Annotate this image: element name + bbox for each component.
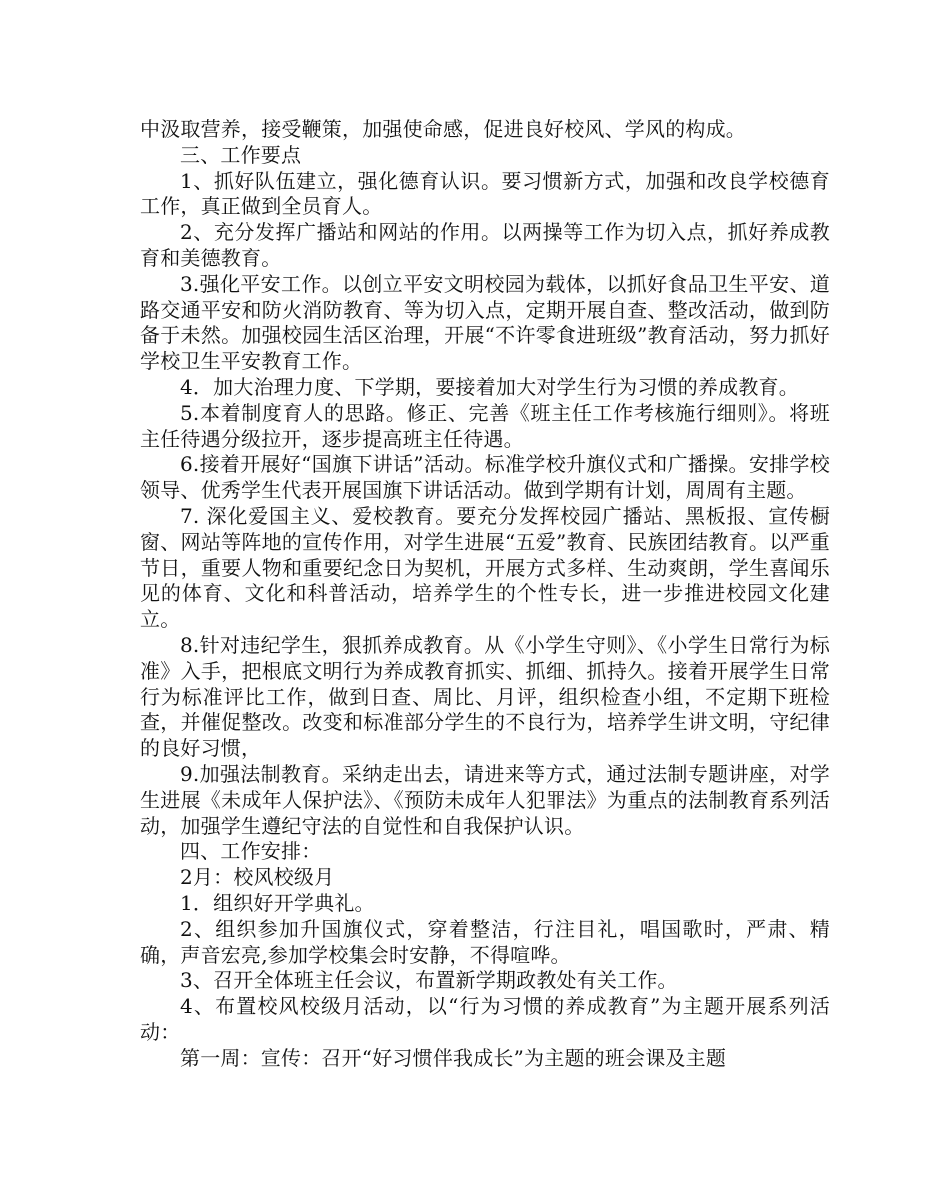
paragraph: 1、抓好队伍建立，强化德育认识。要习惯新方式，加强和改良学校德育工作，真正做到全员育人。 — [140, 168, 830, 219]
paragraph: 4、布置校风校级月活动，以“行为习惯的养成教育”为主题开展系列活动： — [140, 994, 830, 1044]
paragraph: 第一周：宣传：召开“好习惯伴我成长”为主题的班会课及主题 — [180, 1045, 727, 1070]
document-body — [140, 117, 830, 1071]
paragraph: 3.强化平安工作。以创立平安文明校园为载体，以抓好食品卫生平安、道路交通平安和防火消防教育、等为切入点，定期开展自查、整改活动，做到防备于未然。加强校园生活区治理，开展“不许零食进班级”教育活动，努力抓好学校卫生平安教育工作。 — [140, 271, 830, 374]
paragraph: 4．加大治理力度、下学期，要接着加大对学生行为习惯的养成教育。 — [180, 374, 799, 399]
section-heading-work-points: 三、工作要点 — [180, 142, 302, 167]
paragraph: 7. 深化爱国主义、爱校教育。要充分发挥校园广播站、黑板报、宣传橱窗、网站等阵地的宣传作用，对学生进展“五爱”教育、民族团结教育。以严重节日，重要人物和重要纪念日为契机，开展方式多样、生动爽朗，学生喜闻乐见的体育、文化和科普活动，培养学生的个性专长，进一步推进校园文化建立。 — [140, 503, 830, 632]
month-heading: 2月：校风校级月 — [180, 865, 335, 890]
paragraph: 2、充分发挥广播站和网站的作用。以两操等工作为切入点，抓好养成教育和美德教育。 — [140, 220, 830, 270]
paragraph: 2、组织参加升国旗仪式，穿着整洁，行注目礼，唱国歌时，严肃、精确，声音宏亮,参加学校集会时安静，不得喧哗。 — [140, 916, 830, 967]
section-heading-work-schedule: 四、工作安排： — [180, 839, 322, 864]
paragraph: 9.加强法制教育。采纳走出去，请进来等方式，通过法制专题讲座，对学生进展《未成年人保护法》、《预防未成年人犯罪法》为重点的法制教育系列活动，加强学生遵纪守法的自觉性和自我保护认识。 — [140, 761, 830, 838]
paragraph: 1．组织好开学典礼。 — [180, 890, 375, 915]
paragraph: 3、召开全体班主任会议，布置新学期政教处有关工作。 — [180, 968, 678, 993]
paragraph: 5.本着制度育人的思路。修正、完善《班主任工作考核施行细则》。将班主任待遇分级拉开，逐步提高班主任待遇。 — [140, 400, 830, 451]
paragraph: 中汲取营养，接受鞭策，加强使命感，促进良好校风、学风的构成。 — [140, 117, 746, 141]
paragraph: 6.接着开展好“国旗下讲话”活动。标准学校升旗仪式和广播操。安排学校领导、优秀学生代表开展国旗下讲话活动。做到学期有计划，周周有主题。 — [140, 452, 830, 503]
paragraph: 8.针对违纪学生，狠抓养成教育。从《小学生守则》、《小学生日常行为标准》入手，把根底文明行为养成教育抓实、抓细、抓持久。接着开展学生日常行为标准评比工作，做到日查、周比、月评，组织检查小组，不定期下班检查，并催促整改。改变和标准部分学生的不良行为，培养学生讲文明，守纪律的良好习惯， — [140, 632, 830, 761]
